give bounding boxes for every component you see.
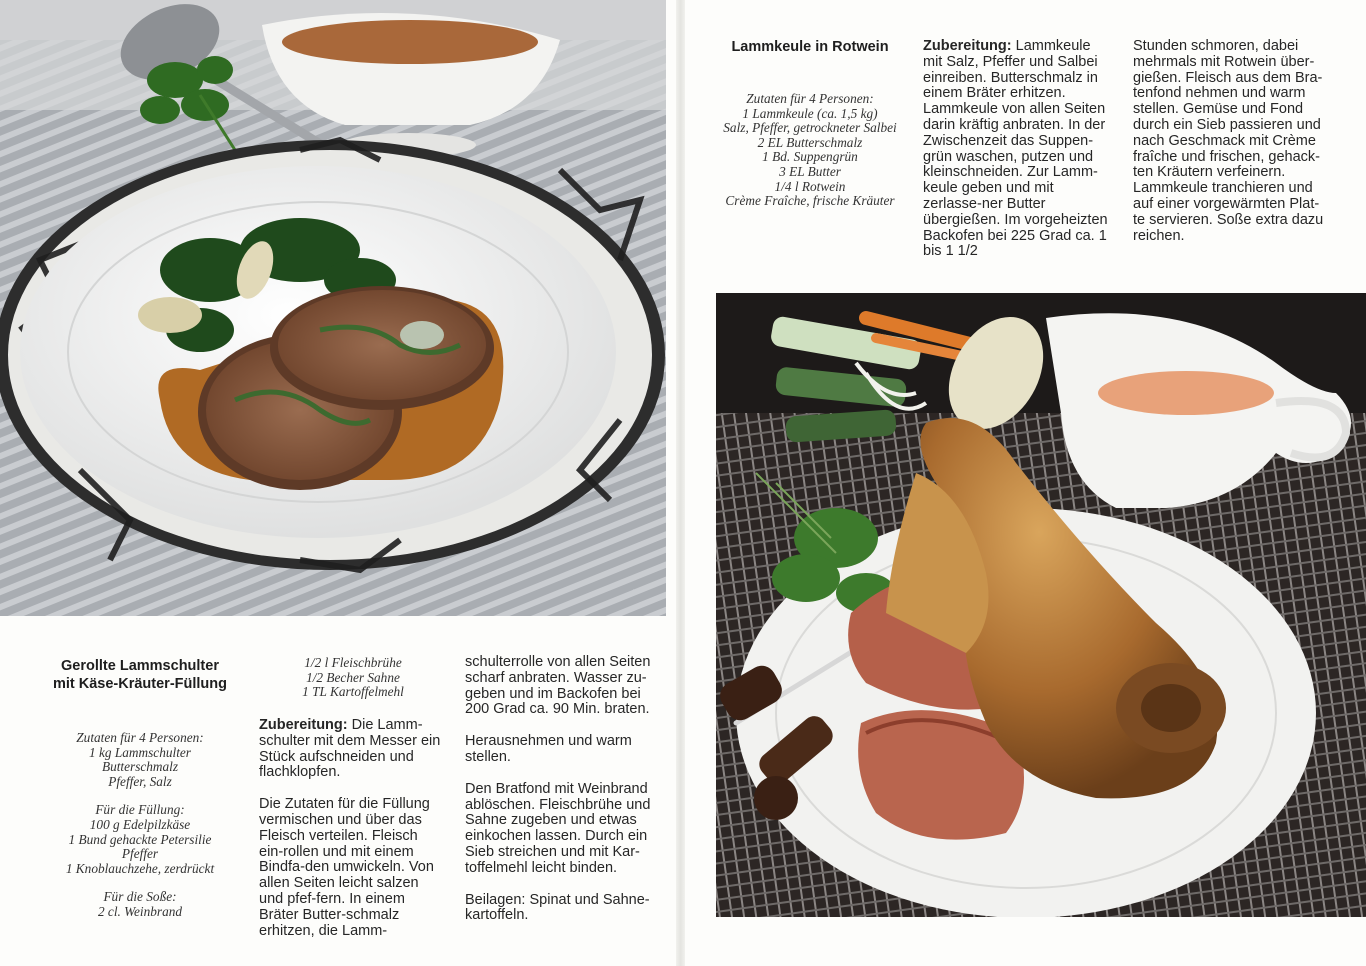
left-title-line-2: mit Käse-Kräuter-Füllung	[52, 676, 227, 692]
prep-paragraph-5: Den Bratfond mit Weinbrand ablöschen. Fleischbrühe und Sahne zugeben und etwas einkochen lassen. Durch ein Sieb streichen und mit Kar-toffelmehl leicht binden.	[465, 780, 651, 876]
right-ingredients-list	[700, 92, 920, 209]
ingredient-item: 1/2 l Fleischbrühe	[304, 655, 402, 670]
ingredient-item: 1 TL Kartoffelmehl	[302, 684, 404, 700]
ingredient-item: 1 Bund gehackte Petersilie	[68, 831, 212, 847]
ingredient-item: 1/2 Becher Sahne	[306, 669, 400, 685]
prep-text: Lammkeule mit Salz, Pfeffer und Salbei einreiben. Butterschmalz in einem Bräter erhitzen. Lammkeule von allen Seiten darin kräftig anbraten. In der Zwischenzeit das Suppen-grün waschen, putzen und kleinschneiden. Zur Lamm-keule geben und mit zerlasse-ner Butter übergießen. Im vorgeheizten Backofen bei 225 Grad ca. 1 bis 1 1/2	[923, 38, 1108, 260]
prep-paragraph-1	[259, 718, 445, 781]
left-sauce-ingredients-continued	[248, 656, 458, 700]
prep-paragraph-4: Herausnehmen und warm stellen.	[465, 733, 632, 765]
ingredients-intro: Zutaten für 4 Personen:	[746, 91, 874, 106]
left-preparation-column-2	[259, 718, 445, 939]
left-recipe-title	[40, 657, 240, 693]
right-recipe-title: Lammkeule in Rotwein	[731, 39, 889, 55]
prep-paragraph-3: schulterrolle von allen Seiten scharf anbraten. Wasser zu-geben und im Backofen bei 200 Grad ca. 90 Min. braten.	[465, 654, 651, 718]
ingredient-item: 1/4 l Rotwein	[774, 178, 846, 194]
sauce-heading: Für die Soße:	[103, 889, 177, 905]
photo-leg-of-lamb	[716, 293, 1366, 917]
right-preparation-column-2	[923, 39, 1113, 260]
ingredient-item: 3 EL Butter	[779, 163, 841, 179]
left-ingredients-list	[30, 731, 250, 920]
ingredient-item: 100 g Edelpilzkäse	[89, 816, 191, 832]
ingredient-item: 2 EL Butterschmalz	[757, 134, 863, 150]
prep-lead-text: Die Lamm-schulter mit dem Messer ein Stück aufschneiden und flachklopfen.	[259, 717, 441, 781]
left-preparation-column-3	[465, 655, 655, 924]
ingredient-item: 2 cl. Weinbrand	[97, 903, 183, 919]
ingredient-item: Salz, Pfeffer, getrockneter Salbei	[723, 120, 897, 136]
prep-paragraph-1	[923, 39, 1113, 260]
ingredient-item: 1 Knoblauchzehe, zerdrückt	[65, 860, 215, 876]
filling-heading: Für die Füllung:	[95, 802, 185, 818]
book-gutter	[676, 0, 685, 966]
ingredients-intro: Zutaten für 4 Personen:	[76, 730, 204, 745]
prep-label: Zubereitung:	[923, 38, 1012, 54]
ingredient-item: 1 Lammkeule (ca. 1,5 kg)	[742, 105, 878, 121]
side-dishes: Beilagen: Spinat und Sahne-kartoffeln.	[465, 891, 650, 924]
prep-label: Zubereitung:	[259, 717, 348, 733]
ingredient-item: 1 Bd. Suppengrün	[762, 149, 858, 165]
photo-rolled-lamb-shoulder	[0, 0, 666, 616]
photo-rolled-lamb-shoulder-drawing	[0, 0, 666, 616]
ingredient-item: Pfeffer, Salz	[108, 773, 172, 789]
prep-paragraph-2: Stunden schmoren, dabei mehrmals mit Rotwein über-gießen. Fleisch aus dem Bra-tenfond nehmen und warm stellen. Gemüse und Fond durch ein Sieb passieren und nach Geschmack mit Crème fraîche und frischen, gehack-ten Kräutern verfeinern. Lammkeule tranchieren und auf einer vorgewärmten Plat-te servieren. Soße extra dazu reichen.	[1133, 38, 1324, 244]
ingredient-item: 1 kg Lammschulter	[89, 744, 191, 760]
ingredient-item: Pfeffer	[121, 846, 159, 862]
ingredient-item: Butterschmalz	[101, 759, 179, 775]
ingredient-item: Crème Fraîche, frische Kräuter	[725, 193, 895, 209]
right-preparation-column-3	[1133, 39, 1329, 244]
left-title-line-1: Gerollte Lammschulter	[61, 658, 219, 674]
prep-paragraph-2: Die Zutaten für die Füllung vermischen und über das Fleisch verteilen. Fleisch ein-rollen und mit einem Bindfa-den umwickeln. Von allen Seiten leicht salzen und pfef-fern. In einem Bräter Butter-schmalz erhitzen, die Lamm-	[259, 796, 434, 939]
photo-leg-of-lamb-drawing	[716, 293, 1366, 917]
